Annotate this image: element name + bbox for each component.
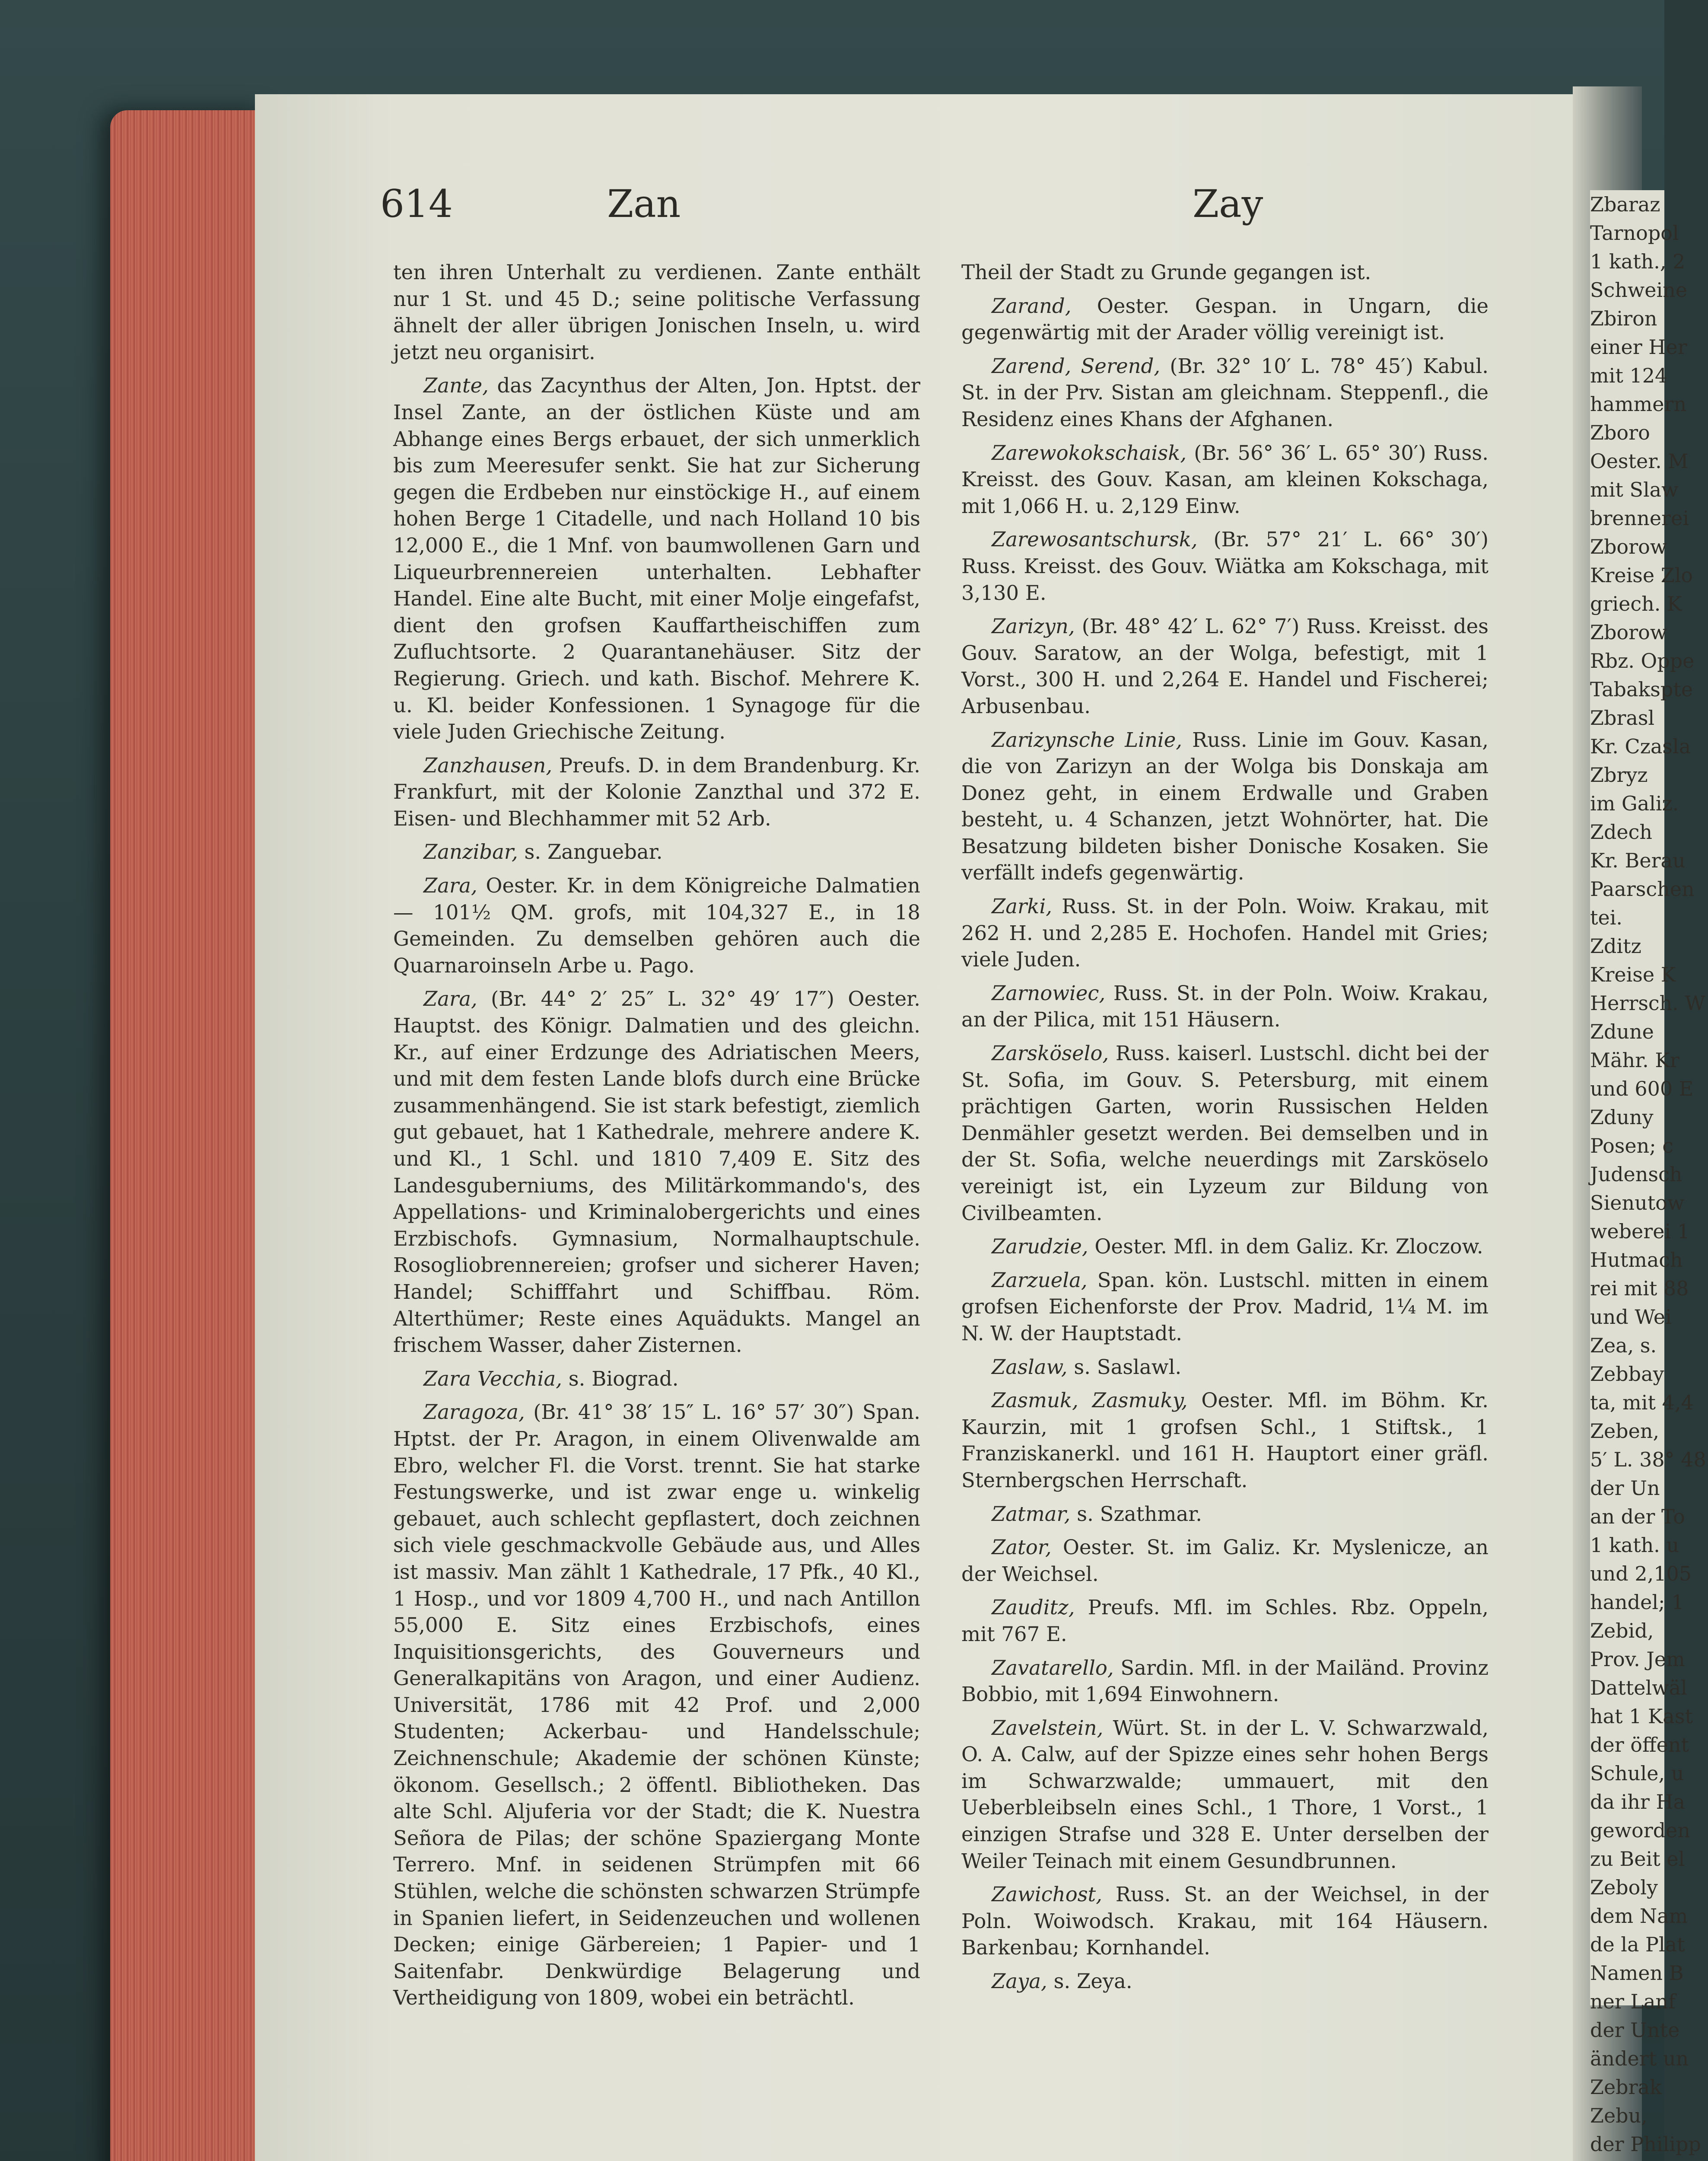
dictionary-entry bbox=[961, 440, 1489, 520]
entry-headword: Zawichost, bbox=[992, 1883, 1103, 1906]
dictionary-entry bbox=[393, 1366, 920, 1393]
entry-headword: Zara, bbox=[423, 874, 477, 898]
next-page-line: geworden bbox=[1590, 1819, 1691, 1842]
entry-headword: Zarand, bbox=[992, 294, 1072, 318]
next-page-line: Dattelwäl bbox=[1590, 1676, 1687, 1699]
dictionary-entry bbox=[961, 1354, 1489, 1381]
left-running-head: Zan bbox=[607, 182, 681, 226]
next-page-line bbox=[1590, 2158, 1664, 2161]
entry-text: Oester. Mfl. im Böhm. Kr. Kaurzin, mit 1 grofsen Schl., 1 Stiftsk., 1 Franziskanerkl. und 161 H. Hauptort einer gräfl. Sternbergschen Herrschaft. bbox=[961, 1389, 1489, 1492]
entry-headword: Zavelstein, bbox=[992, 1716, 1104, 1740]
next-page-line: weberei 1 bbox=[1590, 1220, 1690, 1243]
next-page-line: de la Plat bbox=[1590, 1933, 1685, 1956]
entry-text: Preufs. Mfl. im Schles. Rbz. Oppeln, mit 767 E. bbox=[961, 1596, 1489, 1646]
next-page-line: Zdune bbox=[1590, 1020, 1654, 1043]
entry-text: (Br. 57° 21′ L. 66° 30′) Russ. Kreisst. des Gouv. Wiätka am Kokschaga, mit 3,130 E. bbox=[961, 528, 1489, 605]
dictionary-entry bbox=[961, 893, 1489, 973]
entry-headword: Zauditz, bbox=[992, 1596, 1075, 1619]
dictionary-entry bbox=[961, 1267, 1489, 1347]
dictionary-entry bbox=[393, 839, 920, 866]
next-page-line: Paarschen bbox=[1590, 877, 1695, 901]
entry-text: Russ. St. in der Poln. Woiw. Krakau, mit 262 H. und 2,285 E. Hochofen. Handel mit Gries; viele Juden. bbox=[961, 895, 1489, 972]
next-page-line: einer Her bbox=[1590, 335, 1687, 359]
next-page-line: Zeboly bbox=[1590, 1876, 1658, 1899]
dictionary-entry bbox=[961, 1233, 1489, 1260]
next-page-line: da ihr Ha bbox=[1590, 1790, 1685, 1814]
next-page-line: Zebu, bbox=[1590, 2104, 1648, 2127]
entry-headword: Zara, bbox=[423, 987, 477, 1011]
dictionary-entry bbox=[961, 1501, 1489, 1528]
next-page-line: Zdech bbox=[1590, 820, 1653, 844]
next-page-line: und Wei bbox=[1590, 1305, 1672, 1329]
entry-text: s. Zeya. bbox=[1047, 1970, 1132, 1993]
entry-headword: Zarewokokschaisk, bbox=[992, 441, 1187, 465]
next-page-line: und 2,105 bbox=[1590, 1562, 1692, 1585]
entry-headword: Zarsköselo, bbox=[992, 1042, 1109, 1065]
dictionary-entry bbox=[393, 1399, 920, 2011]
next-page-line: Schule, u bbox=[1590, 1762, 1684, 1785]
dictionary-entry bbox=[393, 986, 920, 1358]
dictionary-entry bbox=[961, 1594, 1489, 1648]
entry-text: Oester. Gespan. in Ungarn, die gegenwärtig mit der Arader völlig vereinigt ist. bbox=[961, 294, 1489, 344]
dictionary-entry bbox=[393, 752, 920, 832]
next-page-line: Kreise K bbox=[1590, 963, 1676, 986]
next-page-line: ta, mit 4,4 bbox=[1590, 1391, 1694, 1414]
next-page-line: der Unte bbox=[1590, 2018, 1680, 2042]
entry-headword: Zasmuk, Zasmuky, bbox=[992, 1389, 1188, 1412]
dictionary-entry bbox=[961, 259, 1489, 286]
next-page-line: und 600 E bbox=[1590, 1077, 1694, 1100]
entry-text: Russ. St. an der Weichsel, in der Poln. Woiwodsch. Krakau, mit 164 Häusern. Barkenbau; Kornhandel. bbox=[961, 1883, 1489, 1960]
dictionary-entry bbox=[961, 1387, 1489, 1494]
entry-headword: Zarki, bbox=[992, 895, 1053, 918]
entry-headword: Zavatarello, bbox=[992, 1656, 1114, 1680]
entry-headword: Zarizynsche Linie, bbox=[992, 728, 1183, 752]
next-page-line: Kr. Czasla bbox=[1590, 735, 1691, 758]
entry-headword: Zanzhausen, bbox=[423, 753, 553, 777]
next-page-line: ändert un bbox=[1590, 2047, 1689, 2070]
next-page-line: mit 124 bbox=[1590, 364, 1668, 387]
entry-text: Oester. Kr. in dem Königreiche Dalmatien — 101½ QM. grofs, mit 104,327 E., in 18 Gemeinden. Zu demselben gehören auch die Quarnaroinseln Arbe u. Pago. bbox=[393, 874, 920, 977]
next-page-fragment bbox=[1590, 190, 1706, 2156]
next-page-line: ner Lanf bbox=[1590, 1990, 1676, 2013]
entry-text: s. Szathmar. bbox=[1070, 1502, 1202, 1526]
dictionary-entry bbox=[961, 1715, 1489, 1875]
entry-text: Würt. St. in der L. V. Schwarzwald, O. A. Calw, auf der Spizze eines sehr hohen Bergs im Schwarzwalde; ummauert, mit den Ueberbleibseln eines Schl., 1 Thore, 1 Vorst., 1 einzigen Strafse und 328 E. Unter derselben der Weiler Teinach mit einem Gesundbrunnen. bbox=[961, 1716, 1489, 1873]
next-page-line: der öffent bbox=[1590, 1733, 1689, 1756]
entry-text: Oester. Mfl. in dem Galiz. Kr. Zloczow. bbox=[1088, 1235, 1483, 1259]
entry-text: s. Saslawl. bbox=[1067, 1355, 1182, 1379]
next-page-line: 5′ L. 38° 48 bbox=[1590, 1448, 1706, 1471]
next-page-line: zu Beit el bbox=[1590, 1847, 1685, 1871]
dictionary-entry bbox=[961, 1534, 1489, 1587]
entry-headword: Zarzuela, bbox=[992, 1268, 1088, 1292]
entry-text: Sardin. Mfl. in der Mailänd. Provinz Bobbio, mit 1,694 Einwohnern. bbox=[961, 1656, 1489, 1706]
next-page-line: handel; 1 bbox=[1590, 1590, 1684, 1614]
next-page-line: Zbrasl bbox=[1590, 706, 1655, 730]
entry-text: Span. kön. Lustschl. mitten in einem grofsen Eichenforste der Prov. Madrid, 1¼ M. im N. W. der Hauptstadt. bbox=[961, 1268, 1489, 1345]
next-page-line: brennerei bbox=[1590, 507, 1689, 530]
entry-text: ten ihren Unterhalt zu verdienen. Zante enthält nur 1 St. und 45 D.; seine politische Verfassung ähnelt der aller übrigen Jonischen Inseln, u. wird jetzt neu organisirt. bbox=[393, 261, 920, 364]
entry-headword: Zara Vecchia, bbox=[423, 1367, 563, 1390]
next-page-line: rei mit 88 bbox=[1590, 1277, 1689, 1300]
next-page-line: Zebrak bbox=[1590, 2075, 1662, 2099]
next-page-line: Judensch bbox=[1590, 1163, 1683, 1186]
next-page-line: Prov. Jem bbox=[1590, 1648, 1685, 1671]
entry-text: Russ. kaiserl. Lustschl. dicht bei der St. Sofia, im Gouv. S. Petersburg, mit einem prächtigen Garten, worin Russischen Helden Denmähler gesetzt werden. Bei demselben und in der St. Sofia, welche neuerdings mit Zarsköselo vereinigt ist, ein Lyzeum zur Bildung von Civilbeamten. bbox=[961, 1042, 1489, 1225]
dictionary-entry bbox=[961, 1881, 1489, 1961]
next-page-line: 1 kath., 2 bbox=[1590, 250, 1686, 273]
entry-headword: Zarudzie, bbox=[992, 1235, 1088, 1259]
next-page-line: Kr. Berau bbox=[1590, 849, 1686, 872]
entry-text: (Br. 32° 10′ L. 78° 45′) Kabul. St. in der Prv. Sistan am gleichnam. Steppenfl., die Residenz eines Khans der Afghanen. bbox=[961, 354, 1489, 431]
page-number: 614 bbox=[380, 182, 453, 226]
dictionary-entry bbox=[961, 613, 1489, 720]
next-page-line: tei. bbox=[1590, 906, 1623, 929]
next-page-line: Tabakspte bbox=[1590, 678, 1693, 701]
entry-headword: Zaslaw, bbox=[992, 1355, 1068, 1379]
next-page-line: Sienutow bbox=[1590, 1191, 1685, 1214]
next-page-line: Herrsch. W bbox=[1590, 991, 1705, 1015]
entry-headword: Zarend, Serend, bbox=[992, 354, 1161, 378]
book-page-edges bbox=[110, 110, 270, 2161]
dictionary-entry bbox=[961, 526, 1489, 606]
next-page-line: 1 kath. u bbox=[1590, 1533, 1679, 1557]
next-page-line: Tarnopol bbox=[1590, 221, 1679, 245]
next-page-line: Zebbay bbox=[1590, 1362, 1664, 1386]
next-page-line: Zditz bbox=[1590, 934, 1641, 958]
next-page-line: Zboro bbox=[1590, 421, 1650, 444]
right-column bbox=[961, 259, 1489, 1995]
entry-headword: Zaragoza, bbox=[423, 1400, 525, 1424]
entry-text: (Br. 48° 42′ L. 62° 7′) Russ. Kreisst. des Gouv. Saratow, an der Wolga, befestigt, mit 1 Vorst., 300 H. und 2,264 E. Handel und Fischerei; Arbusenbau. bbox=[961, 615, 1489, 718]
dictionary-entry bbox=[393, 873, 920, 979]
dictionary-entry bbox=[961, 353, 1489, 433]
dictionary-entry bbox=[393, 259, 920, 366]
entry-headword: Zaya, bbox=[992, 1970, 1047, 1993]
entry-headword: Zarewosantschursk, bbox=[992, 528, 1198, 551]
dictionary-entry bbox=[961, 727, 1489, 887]
next-page-line: Zbiron bbox=[1590, 307, 1657, 330]
next-page-line: Zduny bbox=[1590, 1106, 1654, 1129]
next-page-line: Zborow bbox=[1590, 621, 1667, 644]
entry-headword: Zatmar, bbox=[992, 1502, 1071, 1526]
next-page-line: Zbryz bbox=[1590, 763, 1648, 787]
next-page-line: Zea, s. bbox=[1590, 1334, 1657, 1357]
next-page-line: Zebid, bbox=[1590, 1619, 1654, 1642]
left-column bbox=[393, 259, 920, 2011]
entry-text: das Zacynthus der Alten, Jon. Hptst. der Insel Zante, an der östlichen Küste und am Abhange eines Bergs erbauet, der sich unmerklich bis zum Meeresufer senkt. Sie hat zur Sicherung gegen die Erdbeben nur einstöckige H., auf einem hohen Berge 1 Citadelle, und nach Holland 10 bis 12,000 E., die 1 Mnf. von baumwollenen Garn und Liqueurbrennereien unterhalten. Lebhafter Handel. Eine alte Bucht, mit einer Molje eingefafst, dient den grofsen Kauffartheischiffen zum Zufluchtsorte. 2 Quarantanehäuser. Sitz der Regierung. Griech. und kath. Bischof. Mehrere K. u. Kl. beider Konfessionen. 1 Synagoge für die viele Juden Griechische Zeitung. bbox=[393, 374, 920, 744]
dictionary-entry bbox=[393, 373, 920, 745]
next-page-line: Schweine bbox=[1590, 278, 1688, 302]
next-page-line: im Galiz. bbox=[1590, 792, 1679, 815]
page-header bbox=[380, 182, 1486, 246]
next-page-line: Zeben, bbox=[1590, 1419, 1660, 1443]
entry-text: s. Biograd. bbox=[562, 1367, 679, 1390]
right-running-head: Zay bbox=[1193, 182, 1263, 226]
entry-headword: Zante, bbox=[423, 374, 489, 398]
entry-text: (Br. 44° 2′ 25″ L. 32° 49′ 17″) Oester. Hauptst. des Königr. Dalmatien und des gleichn. Kr., auf einer Erdzunge des Adriatischen Meers, und mit dem festen Lande blofs durch eine Brücke zusammenhängend. Sie ist stark befestigt, ziemlich gut gebauet, hat 1 Kathedrale, mehrere andere K. und Kl., 1 Schl. und 1810 7,409 E. Sitz des Landesguberniums, des Militärkommando's, des Appellations- und Kriminalobergerichts und eines Erzbischofs. Gymnasium, Normalhauptschule. Rosogliobrennereien; grofser und sicherer Haven; Handel; Schifffahrt und Schiffbau. Röm. Alterthümer; Reste eines Aquädukts. Mangel an frischem Wasser, daher Zisternen. bbox=[393, 987, 920, 1357]
entry-headword: Zarizyn, bbox=[992, 615, 1075, 638]
next-page-line: dem Nam bbox=[1590, 1904, 1688, 1928]
entry-headword: Zanzibar, bbox=[423, 840, 518, 864]
dictionary-entry bbox=[961, 1968, 1489, 1995]
entry-headword: Zator, bbox=[992, 1536, 1052, 1559]
next-page-line: Posen; c bbox=[1590, 1134, 1674, 1157]
dictionary-entry bbox=[961, 1040, 1489, 1227]
next-page-line: Zbaraz bbox=[1590, 193, 1660, 216]
dictionary-entry bbox=[961, 1655, 1489, 1708]
next-page-line: Rbz. Oppe bbox=[1590, 649, 1695, 673]
next-page-line: Zborow bbox=[1590, 535, 1667, 558]
entry-text: (Br. 41° 38′ 15″ L. 16° 57′ 30″) Span. Hptst. der Pr. Aragon, in einem Olivenwalde am Ebro, welcher Fl. die Vorst. trennt. Sie hat starke Festungswerke, und ist zwar enge u. winkelig gebauet, auch schlecht gepflastert, doch zeichnen sich viele geschmackvolle Gebäude aus, und Alles ist massiv. Man zählt 1 Kathedrale, 17 Pfk., 40 Kl., 1 Hosp., und vor 1809 4,700 H., und nach Antillon 55,000 E. Sitz eines Erzbischofs, eines Inquisitionsgerichts, des Gouverneurs und Generalkapitäns von Aragon, und einer Audienz. Universität, 1786 mit 42 Prof. und 2,000 Studenten; Ackerbau- und Handelsschule; Zeichnenschule; Akademie der schönen Künste; ökonom. Gesellsch.; 2 öffentl. Bibliotheken. Das alte Schl. Aljuferia vor der Stadt; die K. Nuestra Señora de Pilas; der schöne Spaziergang Monte Terrero. Mnf. in seidenen Strümpfen mit 66 Stühlen, welche die schönsten schwarzen Strümpfe in Spanien liefert, in Seidenzeuchen und wollenen Decken; einige Gärbereien; 1 Papier- und 1 Saitenfabr. Denkwürdige Belagerung und Vertheidigung von 1809, wobei ein beträchtl. bbox=[393, 1400, 921, 2010]
next-page-line: der Philipp bbox=[1590, 2132, 1701, 2156]
entry-text: (Br. 56° 36′ L. 65° 30′) Russ. Kreisst. des Gouv. Kasan, am kleinen Kokschaga, mit 1,066 H. u. 2,129 Einw. bbox=[961, 441, 1489, 518]
next-page-line: mit Slaw bbox=[1590, 478, 1679, 501]
entry-text: Theil der Stadt zu Grunde gegangen ist. bbox=[961, 261, 1371, 284]
entry-text: Oester. St. im Galiz. Kr. Myslenicze, an der Weichsel. bbox=[961, 1536, 1489, 1586]
entry-headword: Zarnowiec, bbox=[992, 981, 1106, 1005]
entry-text: Russ. Linie im Gouv. Kasan, die von Zarizyn an der Wolga bis Donskaja am Donez geht, in einem Erdwalle und Graben besteht, u. 4 Schanzen, jetzt Wohnörter, hat. Die Besatzung bildeten bisher Donische Kosaken. Sie verfällt indefs gegenwärtig. bbox=[961, 728, 1489, 885]
dictionary-entry bbox=[961, 293, 1489, 346]
entry-text: Russ. St. in der Poln. Woiw. Krakau, an der Pilica, mit 151 Häusern. bbox=[961, 981, 1489, 1032]
next-page-line: griech. K bbox=[1590, 592, 1682, 615]
entry-text: Preufs. D. in dem Brandenburg. Kr. Frankfurt, mit der Kolonie Zanzthal und 372 E. Eisen- und Blechhammer mit 52 Arb. bbox=[393, 753, 920, 830]
next-page-line: Namen B bbox=[1590, 1961, 1684, 1985]
next-page-line: der Un bbox=[1590, 1476, 1660, 1500]
next-page-line: hat 1 Kast bbox=[1590, 1705, 1693, 1728]
next-page-line: Mähr. Kr bbox=[1590, 1049, 1679, 1072]
next-page-line: an der To bbox=[1590, 1505, 1685, 1528]
next-page-line: hammern bbox=[1590, 392, 1687, 416]
next-page-line: Kreise Zlo bbox=[1590, 564, 1693, 587]
dictionary-entry bbox=[961, 980, 1489, 1033]
next-page-line: Hutmach bbox=[1590, 1248, 1683, 1272]
next-page-line: Oester. M bbox=[1590, 449, 1689, 473]
entry-text: s. Zanguebar. bbox=[518, 840, 663, 864]
